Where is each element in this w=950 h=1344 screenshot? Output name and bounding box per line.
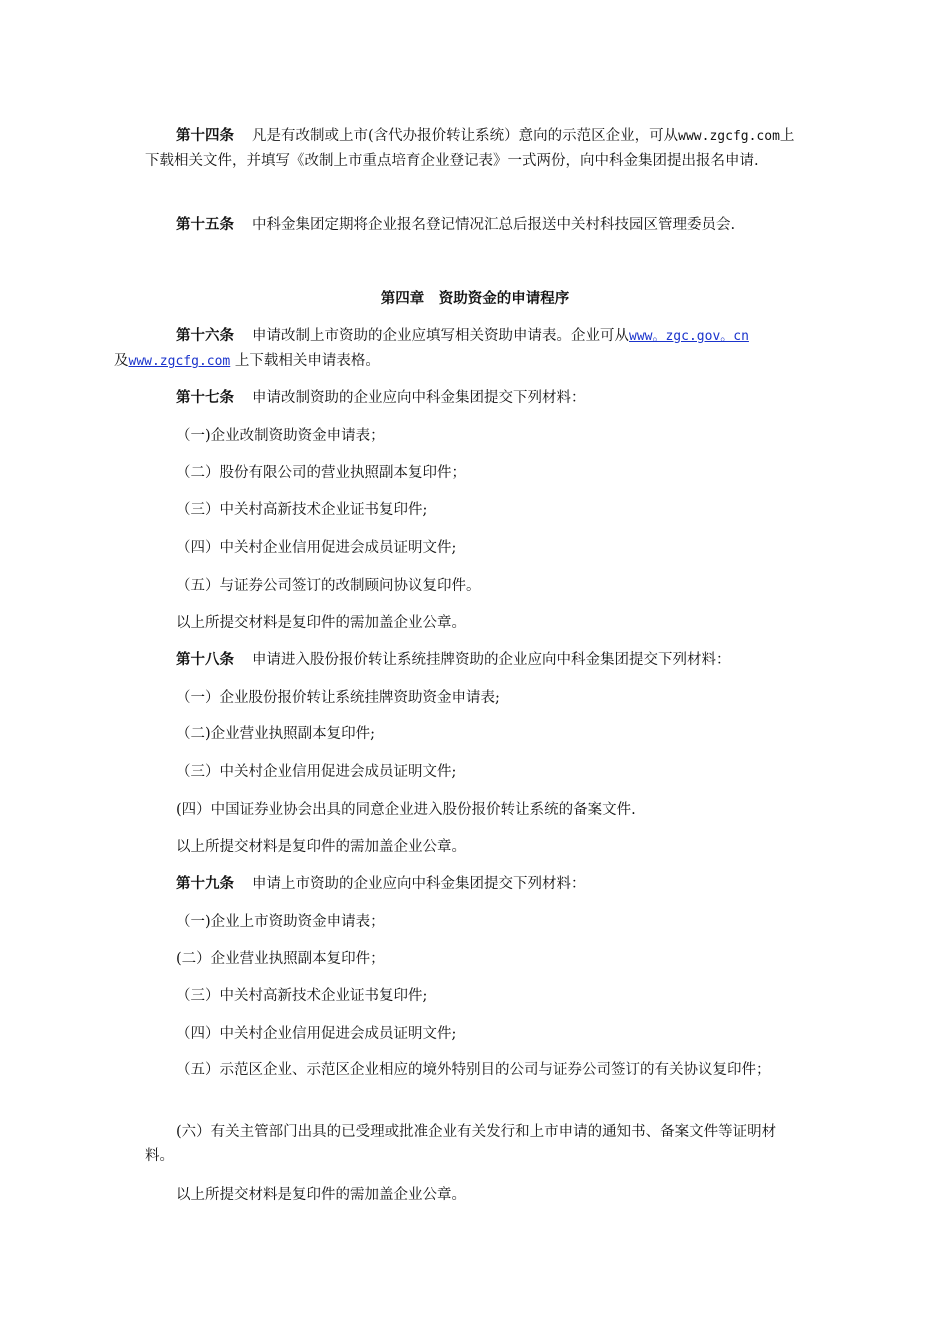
article-17-label: 第十七条 <box>176 389 234 406</box>
article-14-url: www.zgcfg.com <box>678 129 780 144</box>
article-14-label: 第十四条 <box>176 127 234 144</box>
article-18-label: 第十八条 <box>176 651 234 668</box>
article-15-text: 中科金集团定期将企业报名登记情况汇总后报送中关村科技园区管理委员会. <box>252 217 736 233</box>
article-15 <box>176 213 805 237</box>
article-16-text-3: 上下载相关申请表格。 <box>230 353 380 369</box>
zgc-gov-link[interactable]: www。zgc.gov。cn <box>629 329 749 344</box>
article-19-item-2: (二）企业营业执照副本复印件； <box>176 951 385 967</box>
article-19-text: 申请上市资助的企业应向中科金集团提交下列材料： <box>252 876 586 892</box>
article-18-item-4: (四）中国证券业协会出具的同意企业进入股份报价转让系统的备案文件. <box>176 802 636 818</box>
article-19-item-4: （四）中关村企业信用促进会成员证明文件; <box>176 1026 457 1042</box>
article-17-note: 以上所提交材料是复印件的需加盖企业公章。 <box>176 615 466 631</box>
article-19-item-3: （三）中关村高新技术企业证书复印件; <box>176 988 428 1004</box>
article-17-item-5: （五）与证券公司签订的改制顾问协议复印件。 <box>176 578 481 594</box>
zgcfg-link[interactable]: www.zgcfg.com <box>128 354 231 369</box>
article-17 <box>176 386 805 410</box>
article-19-note: 以上所提交材料是复印件的需加盖企业公章。 <box>176 1187 466 1203</box>
article-19-item-1: （一)企业上市资助资金申请表； <box>176 914 385 930</box>
article-16 <box>114 324 805 374</box>
article-18-item-2: （二)企业营业执照副本复印件; <box>176 726 376 742</box>
article-14-text-2: 上下载相关文件，并填写《改制上市重点培育企业登记表》一式两份，向中科金集团提出报名申请. <box>145 128 795 169</box>
article-17-item-1: （一)企业改制资助资金申请表； <box>176 428 385 444</box>
article-14 <box>145 124 805 173</box>
article-18 <box>176 648 805 672</box>
article-19-item-5: （五）示范区企业、示范区企业相应的境外特别目的公司与证券公司签订的有关协议复印件； <box>176 1062 771 1078</box>
article-18-note: 以上所提交材料是复印件的需加盖企业公章。 <box>176 839 466 855</box>
article-19 <box>176 872 805 896</box>
article-16-text-2: 及 <box>114 353 129 369</box>
article-14-text-1: 凡是有改制或上市(含代办报价转让系统）意向的示范区企业，可从 <box>252 128 679 144</box>
article-17-item-4: （四）中关村企业信用促进会成员证明文件; <box>176 540 457 556</box>
article-19-label: 第十九条 <box>176 875 234 892</box>
article-16-text-1: 申请改制上市资助的企业应填写相关资助申请表。企业可从 <box>252 328 629 344</box>
article-18-text: 申请进入股份报价转让系统挂牌资助的企业应向中科金集团提交下列材料： <box>252 652 731 668</box>
chapter-4-title: 第四章 资助资金的申请程序 <box>380 290 570 307</box>
article-17-text: 申请改制资助的企业应向中科金集团提交下列材料： <box>252 390 586 406</box>
article-16-label: 第十六条 <box>176 327 234 344</box>
article-17-item-3: （三）中关村高新技术企业证书复印件; <box>176 502 428 518</box>
article-17-item-2: （二）股份有限公司的营业执照副本复印件； <box>176 465 466 481</box>
article-18-item-3: （三）中关村企业信用促进会成员证明文件; <box>176 764 457 780</box>
article-15-label: 第十五条 <box>176 216 234 233</box>
article-19-item-6: (六）有关主管部门出具的已受理或批准企业有关发行和上市申请的通知书、备案文件等证明材料。 <box>145 1124 777 1164</box>
article-18-item-1: （一）企业股份报价转让系统挂牌资助资金申请表; <box>176 690 500 706</box>
